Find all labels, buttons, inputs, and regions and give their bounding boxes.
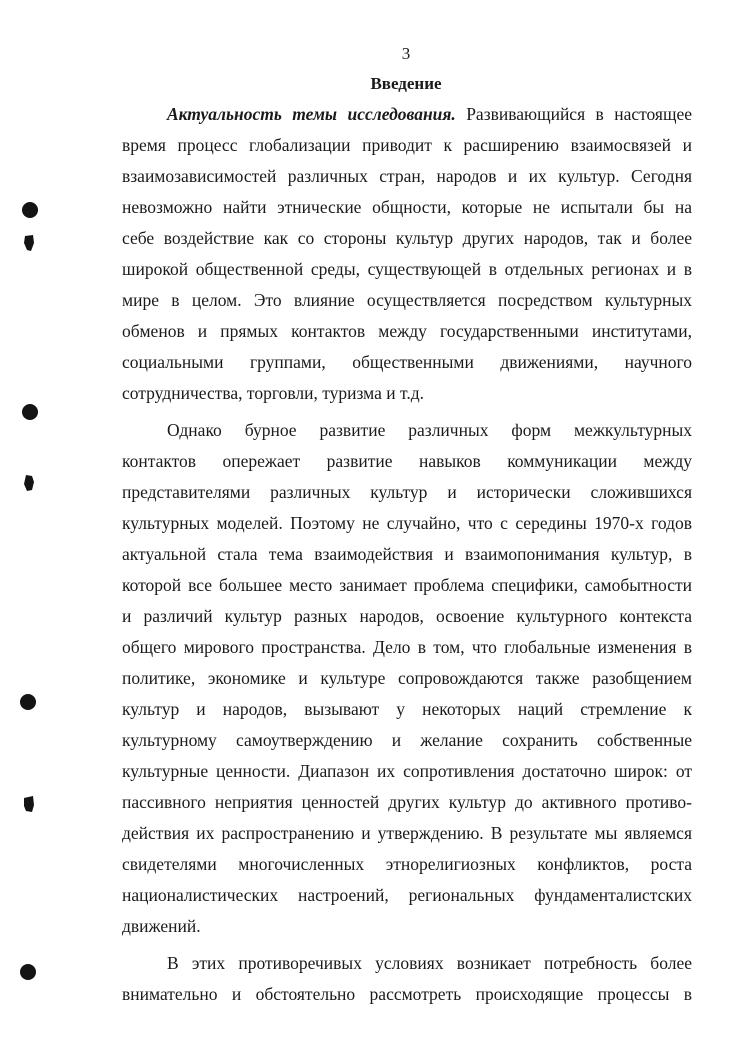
text-line: политике, экономике и культуре сопровождаются также разобщением [122, 668, 692, 688]
text-line: пассивного неприятия ценностей других культур до активного противо- [122, 792, 692, 812]
text-line: невозможно найти этнические общности, которые не испытали бы на [122, 197, 692, 217]
text-line: представителями различных культур и исторически сложившихся [122, 482, 692, 502]
text-line: обменов и прямых контактов между государственными институтами, [122, 321, 692, 341]
text-line [167, 104, 692, 124]
text-line: которой все большее место занимает проблема специфики, самобытности [122, 575, 692, 595]
text-line: контактов опережает развитие навыков коммуникации между [122, 451, 692, 471]
text-line: националистических настроений, региональных фундаменталистских [122, 885, 692, 905]
staple-mark-icon [22, 234, 36, 252]
lead-continuation: Развивающийся в настоящее [466, 104, 692, 124]
staple-mark-icon [22, 474, 36, 492]
text-line: Однако бурное развитие различных форм межкультурных [167, 420, 692, 440]
text-line: социальными группами, общественными движениями, научного [122, 352, 692, 372]
page-title: Введение [370, 74, 442, 93]
text-line: внимательно и обстоятельно рассмотреть происходящие процессы в [122, 984, 692, 1004]
binding-hole-icon [20, 964, 36, 980]
text-line: движений. [122, 916, 201, 936]
text-line: В этих противоречивых условиях возникает потребность более [167, 953, 692, 973]
binding-hole-icon [22, 404, 38, 420]
text-line: свидетелями многочисленных этнорелигиозных конфликтов, роста [122, 854, 692, 874]
text-line: действия их распространению и утверждению. В результате мы являемся [122, 823, 692, 843]
binding-hole-icon [20, 694, 36, 710]
binding-hole-icon [22, 202, 38, 218]
text-line: культурных моделей. Поэтому не случайно, что с середины 1970-х годов [122, 513, 692, 533]
text-line: культурному самоутверждению и желание сохранить собственные [122, 730, 692, 750]
text-line: себе воздействие как со стороны культур других народов, так и более [122, 228, 692, 248]
lead-phrase: Актуальность темы исследования. [167, 104, 456, 124]
text-line: общего мирового пространства. Дело в том, что глобальные изменения в [122, 637, 692, 657]
text-line: и различий культур разных народов, освоение культурного контекста [122, 606, 692, 626]
text-line: мире в целом. Это влияние осуществляется посредством культурных [122, 290, 692, 310]
page-number: 3 [401, 44, 411, 63]
text-line: актуальной стала тема взаимодействия и взаимопонимания культур, в [122, 544, 692, 564]
staple-mark-icon [22, 795, 36, 813]
text-line: сотрудничества, торговли, туризма и т.д. [122, 383, 424, 403]
text-line: культурные ценности. Диапазон их сопротивления достаточно широк: от [122, 761, 692, 781]
text-line: культур и народов, вызывают у некоторых наций стремление к [122, 699, 692, 719]
text-line: широкой общественной среды, существующей в отдельных регионах и в [122, 259, 692, 279]
text-line: время процесс глобализации приводит к расширению взаимосвязей и [122, 135, 692, 155]
text-line: взаимозависимостей различных стран, народов и их культур. Сегодня [122, 166, 692, 186]
